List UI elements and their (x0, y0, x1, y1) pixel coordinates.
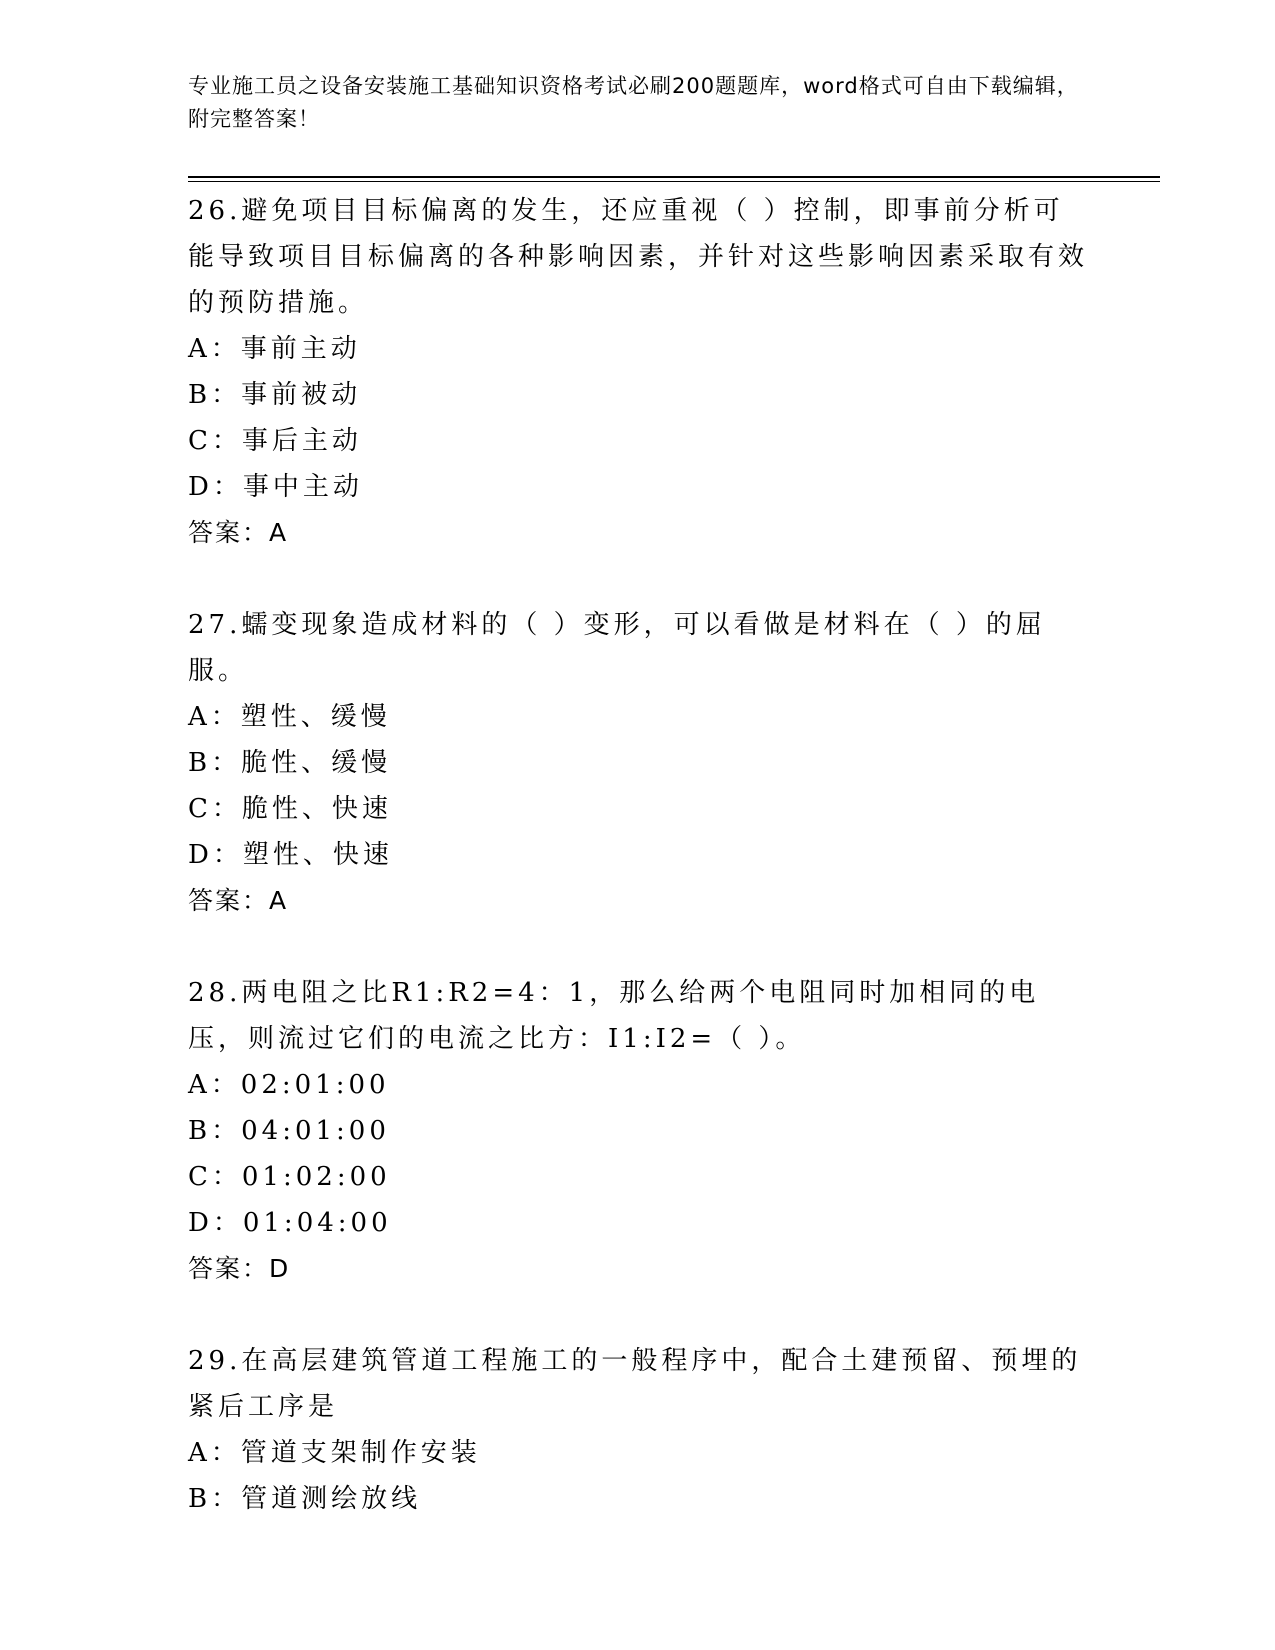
option-b: B：脆性、缓慢 (188, 748, 392, 778)
answer-line: 答案：D (188, 1254, 291, 1283)
header-divider-thin (188, 181, 1160, 182)
option-c: C：脆性、快速 (188, 794, 392, 824)
option-a: A：管道支架制作安装 (188, 1438, 481, 1468)
option-b: B：事前被动 (188, 380, 362, 410)
answer-line: 答案：A (188, 518, 289, 547)
question-text: 28.两电阻之比R1:R2=4：1，那么给两个电阻同时加相同的电压，则流过它们的电流之比方：I1:I2=（ ）。 (188, 978, 1040, 1054)
option-b: B：04:01:00 (188, 1116, 390, 1146)
option-a: A：塑性、缓慢 (188, 702, 391, 732)
option-d: D：塑性、快速 (188, 840, 393, 870)
header-divider (188, 176, 1160, 178)
document-header: 专业施工员之设备安装施工基础知识资格考试必刷200题题库，word格式可自由下载编辑，附完整答案！ (188, 74, 1079, 131)
option-d: D：01:04:00 (188, 1208, 392, 1238)
question-29 (188, 1338, 1088, 1522)
question-text: 26.避免项目目标偏离的发生，还应重视（ ）控制，即事前分析可能导致项目目标偏离的各种影响因素，并针对这些影响因素采取有效的预防措施。 (188, 196, 1089, 318)
question-28 (188, 970, 1088, 1292)
question-26 (188, 188, 1088, 556)
question-text: 29.在高层建筑管道工程施工的一般程序中，配合土建预留、预埋的紧后工序是 (188, 1346, 1082, 1422)
option-a: A：事前主动 (188, 334, 361, 364)
option-d: D：事中主动 (188, 472, 363, 502)
question-27 (188, 602, 1088, 924)
option-b: B：管道测绘放线 (188, 1484, 422, 1514)
option-c: C：事后主动 (188, 426, 362, 456)
question-list (188, 188, 1088, 1568)
option-a: A：02:01:00 (188, 1070, 390, 1100)
question-text: 27.蠕变现象造成材料的（ ）变形，可以看做是材料在（ ）的屈服。 (188, 610, 1046, 686)
option-c: C：01:02:00 (188, 1162, 391, 1192)
answer-line: 答案：A (188, 886, 289, 915)
